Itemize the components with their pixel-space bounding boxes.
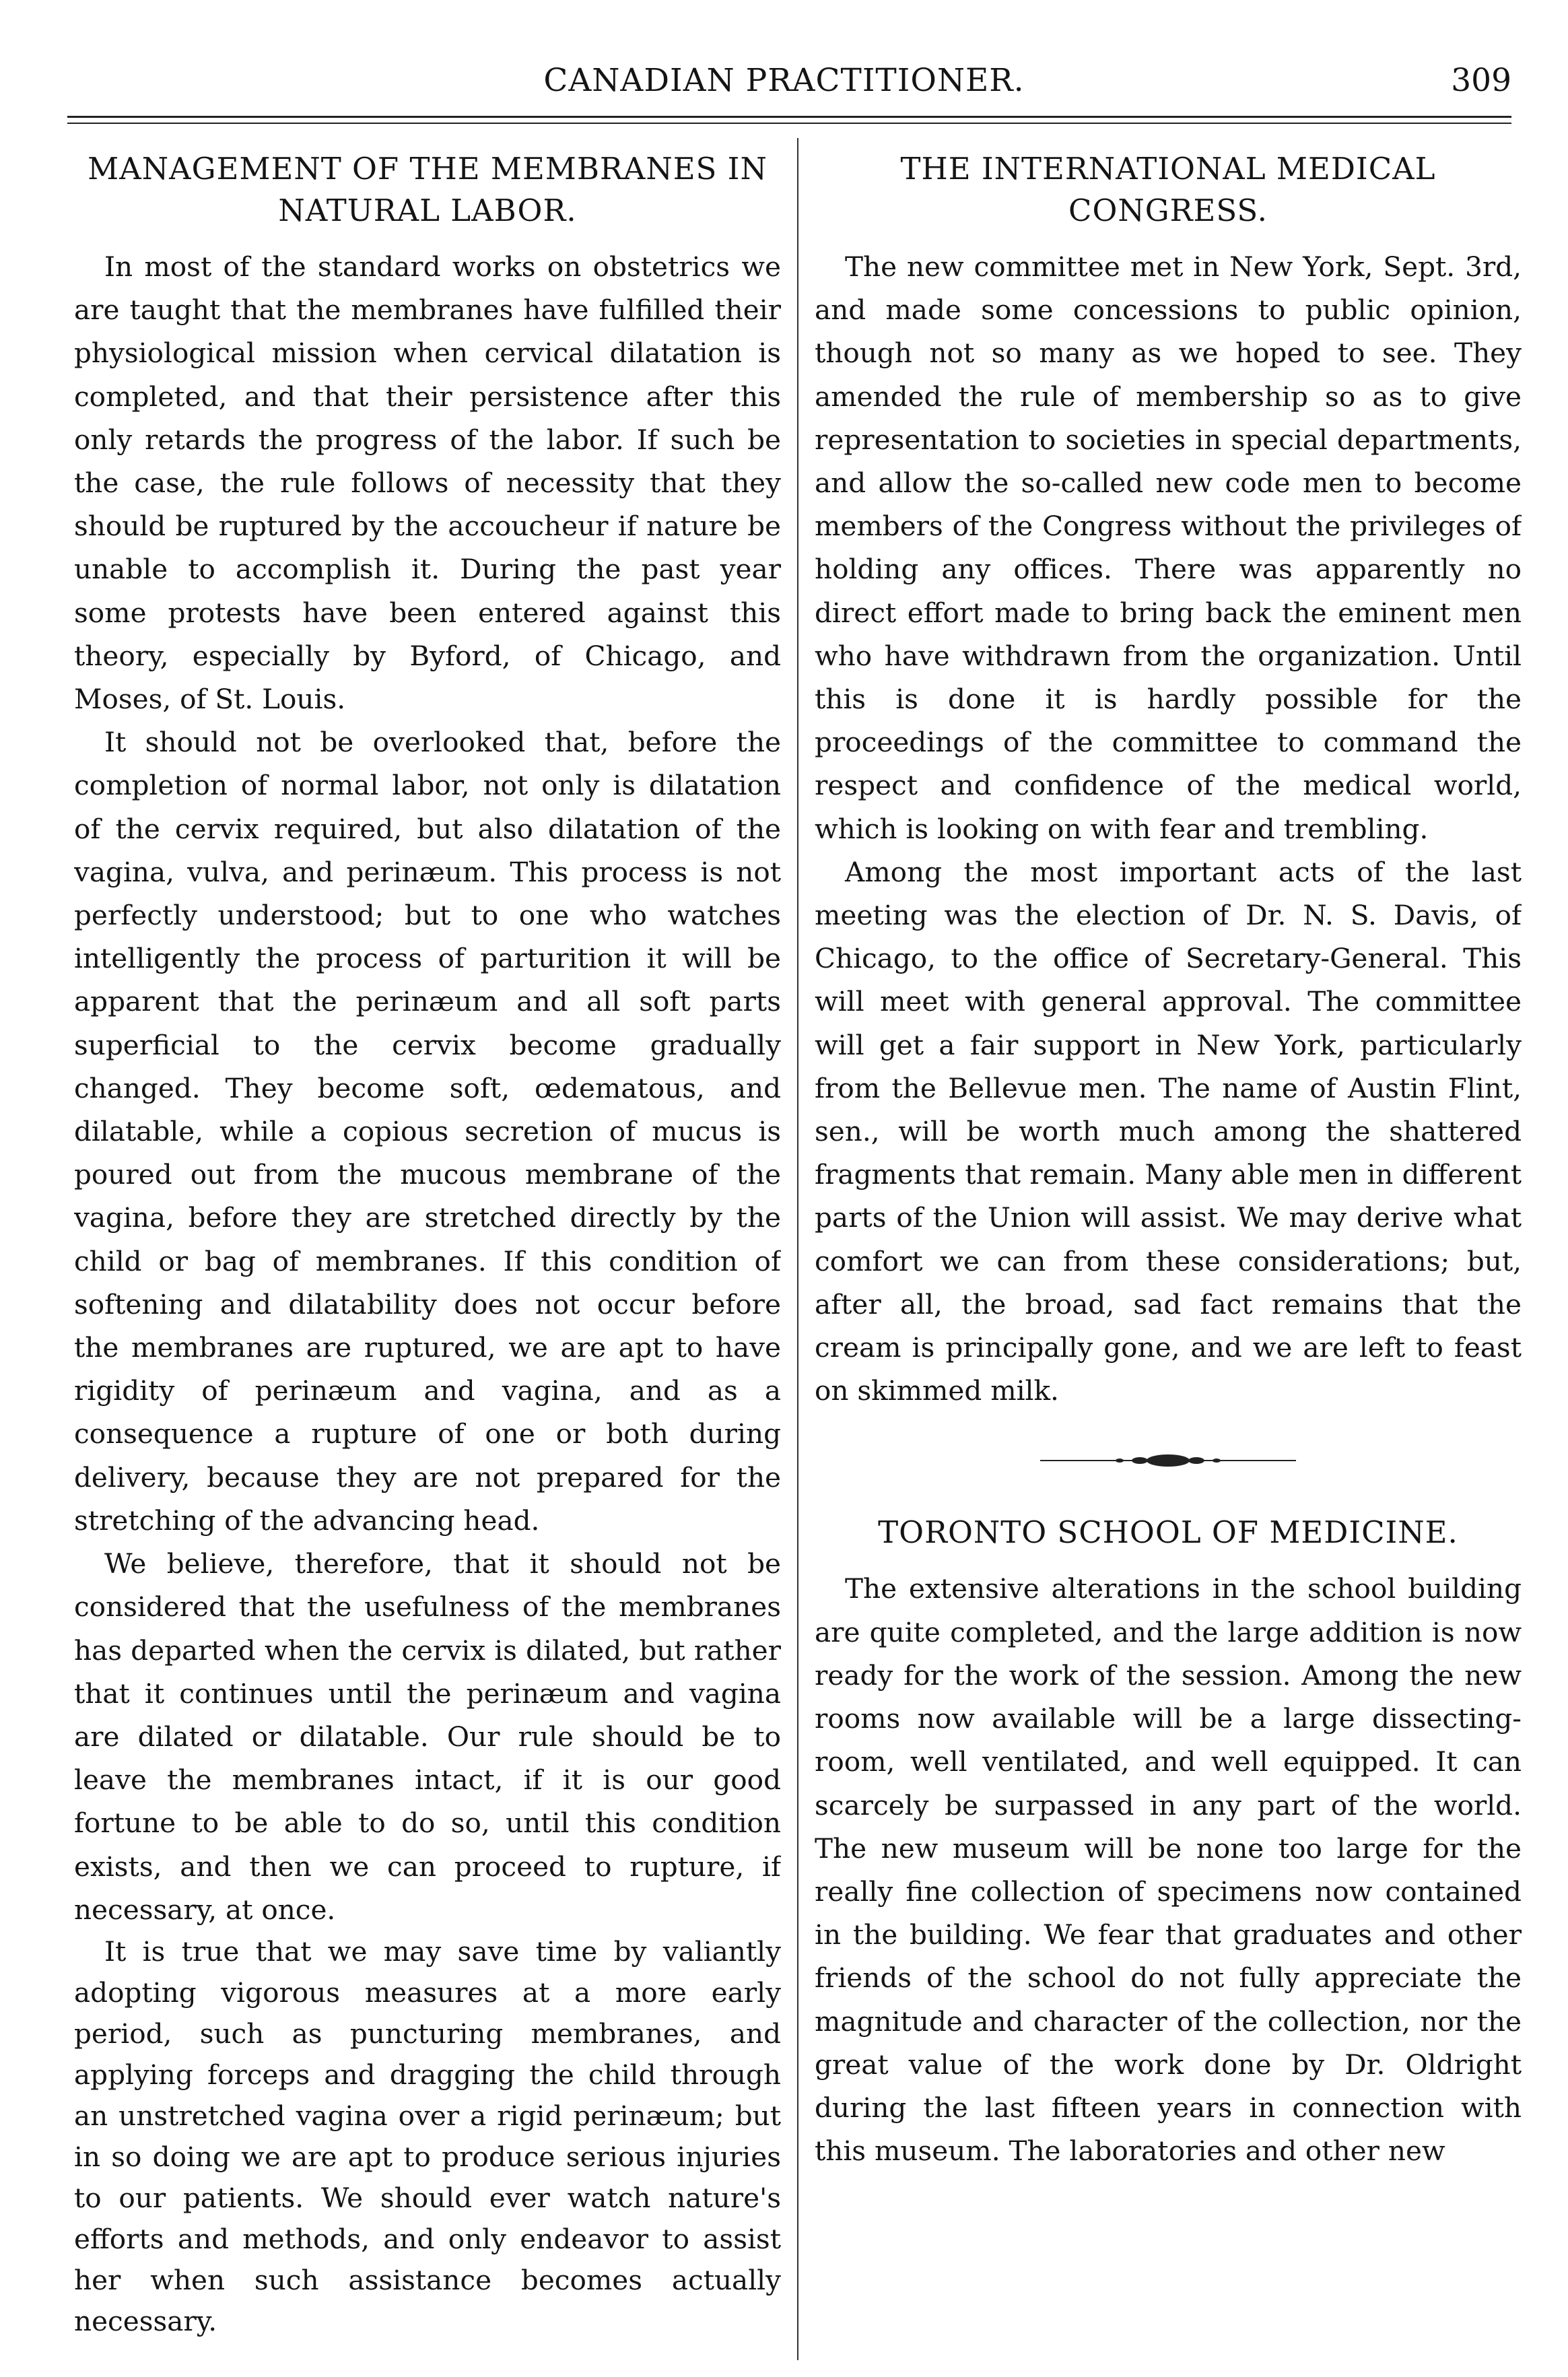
article-paragraph: Among the most important acts of the last meeting was the election of Dr. N. S. Davis, of Chicago, to the office of Secretary-General. This will meet with general approval. The committee will get a fair support in New York, particularly from the Bellevue men. The name of Austin Flint, sen., will be worth much among the shattered fragments that remain. Many able men in different parts of the Union will assist. We may derive what comfort we can from these considerations; but, after all, the broad, sad fact remains that the cream is principally gone, and we are left to feast on skimmed milk. [815, 855, 1522, 1407]
article-title: MANAGEMENT OF THE MEMBRANES IN NATURAL LABOR. [88, 151, 768, 228]
left-column [74, 148, 781, 2364]
ornament-divider [1033, 1451, 1303, 1470]
article-paragraph: In most of the standard works on obstetrics we are taught that the membranes have fulfilled their physiological mission when cervical dilatation is completed, and that their persistence after this only retards the progress of the labor. If such be the case, the rule follows of necessity that they should be ruptured by the accoucheur if nature be unable to accomplish it. During the past year some protests have been entered against this theory, especially by Byford, of Chicago, and Moses, of St. Louis. [74, 250, 781, 716]
article-paragraph: The extensive alterations in the school building are quite completed, and the large addition is now ready for the work of the session. Among the new rooms now available will be a large dissecting-room, well ventilated, and well equipped. It can scarcely be surpassed in any part of the world. The new museum will be none too large for the really fine collection of specimens now contained in the building. We fear that graduates and other friends of the school do not fully appreciate the magnitude and character of the collection, nor the great value of the work done by Dr. Oldright during the last fifteen years in connection with this museum. The laboratories and other new [815, 1572, 1522, 2168]
header-rule-top [67, 116, 1511, 118]
header-rule-bottom [67, 123, 1511, 124]
right-column [815, 148, 1522, 2364]
closing-block [74, 1931, 781, 2342]
article-paragraph: We believe, therefore, that it should not be considered that the usefulness of the membranes has departed when the cervix is dilated, but rather that it continues until the perinæum and vagina are dilated or dilatable. Our rule should be to leave the membranes intact, if it is our good fortune to be able to do so, until this condition exists, and then we can proceed to rupture, if necessary, at once. [74, 1547, 781, 1926]
article-paragraph: The new committee met in New York, Sept. 3rd, and made some concessions to public opinion, though not so many as we hoped to see. They amended the rule of membership so as to give representation to societies in special departments, and allow the so-called new code men to become members of the Congress without the privileges of holding any offices. There was apparently no direct effort made to bring back the eminent men who have withdrawn from the organization. Until this is done it is hardly possible for the proceedings of the committee to command the respect and confidence of the medical world, which is looking on with fear and trembling. [815, 250, 1522, 845]
page-number: 309 [1451, 62, 1511, 99]
article-paragraph: It is true that we may save time by valiantly adopting vigorous measures at a more early period, such as puncturing membranes, and applying forceps and dragging the child through an unstretched vagina over a rigid perinæum; but in so doing we are apt to produce serious injuries to our patients. We should ever watch nature's efforts and methods, and only endeavor to assist her when such assistance becomes actually necessary. [74, 1935, 781, 2337]
running-title: CANADIAN PRACTITIONER. [543, 62, 1025, 99]
article-title: TORONTO SCHOOL OF MEDICINE. [878, 1514, 1458, 1551]
running-head [0, 0, 1568, 128]
article-title: THE INTERNATIONAL MEDICAL CONGRESS. [900, 151, 1436, 228]
article-membranes [74, 148, 781, 2342]
article-congress [815, 148, 1522, 1412]
column-divider [797, 138, 798, 2360]
article-paragraph: It should not be overlooked that, before the completion of normal labor, not only is dilatation of the cervix required, but also dilatation of the vagina, vulva, and perinæum. This process is not perfectly understood; but to one who watches intelligently the process of parturition it will be apparent that the perinæum and all soft parts superficial to the cervix become gradually changed. They become soft, œdematous, and dilatable, while a copious secretion of mucus is poured out from the mucous membrane of the vagina, before they are stretched directly by the child or bag of membranes. If this condition of softening and dilatability does not occur before the membranes are ruptured, we are apt to have rigidity of perinæum and vagina, and as a consequence a rupture of one or both during delivery, because they are not prepared for the stretching of the advancing head. [74, 726, 781, 1537]
article-toronto-school [815, 1512, 1522, 2172]
